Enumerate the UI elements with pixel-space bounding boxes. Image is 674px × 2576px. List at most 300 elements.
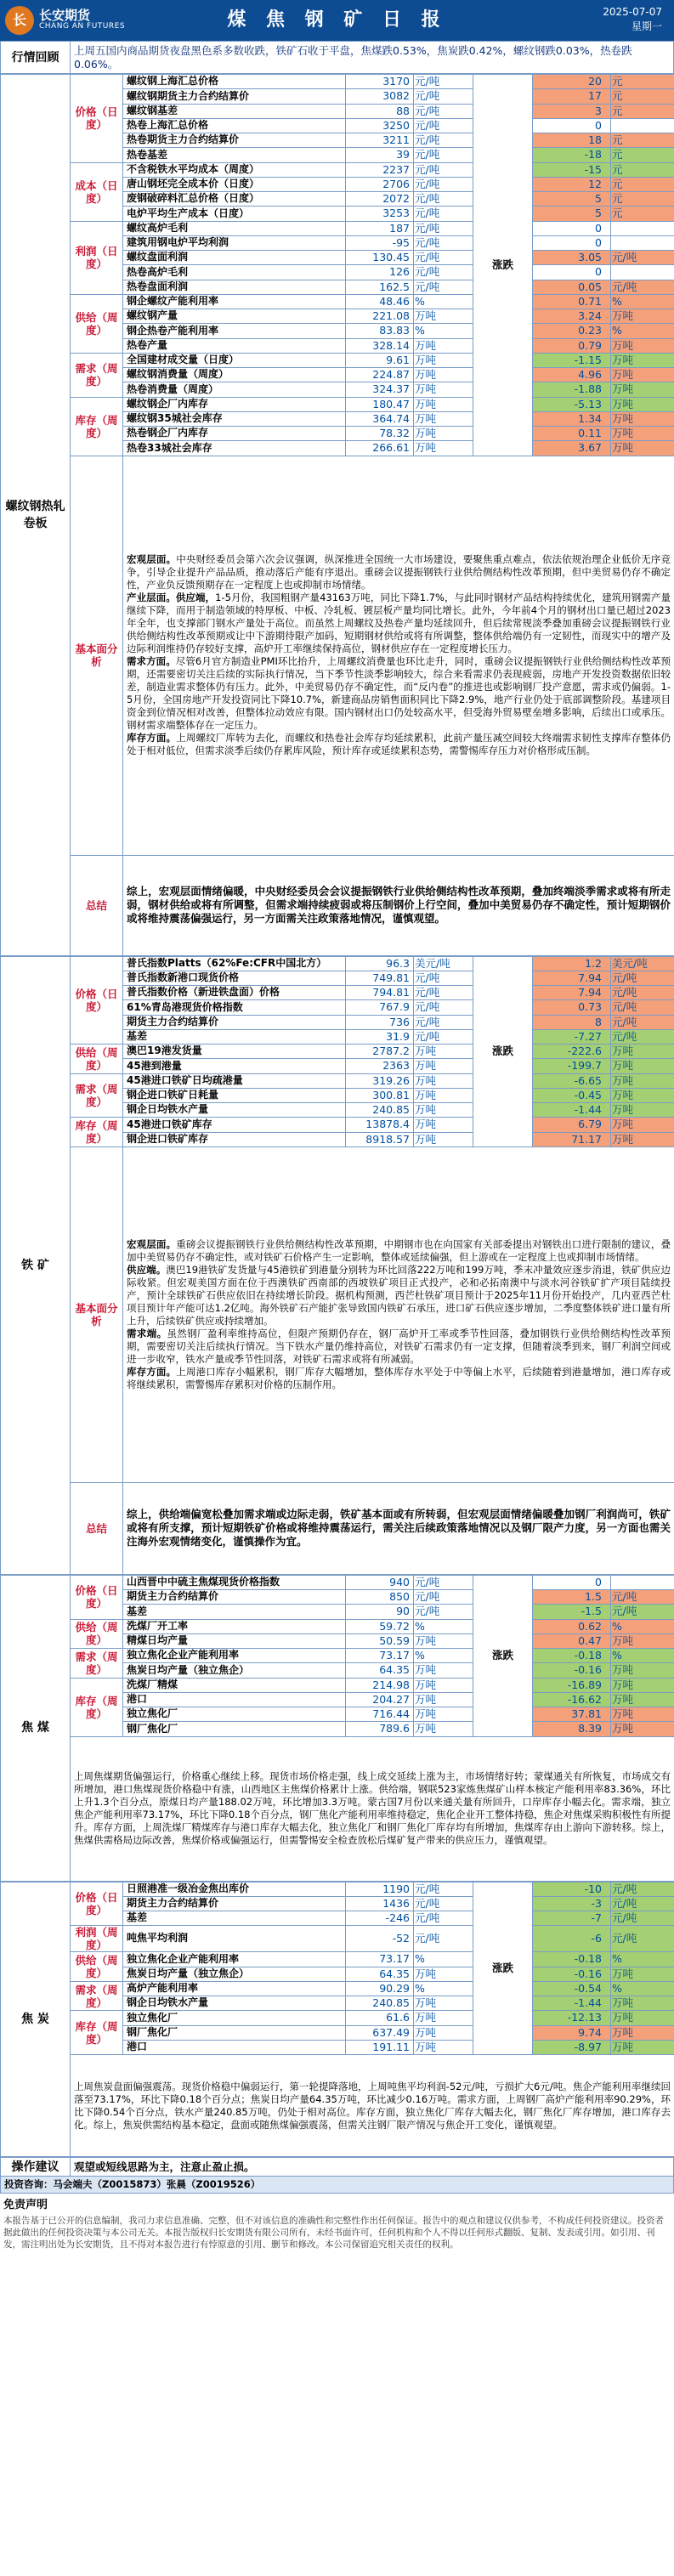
metric-unit: 万吨 (414, 2025, 473, 2040)
metric-value: 324.37 (346, 382, 414, 397)
metric-unit: 万吨 (414, 1722, 473, 1736)
metric-value: 90 (346, 1605, 414, 1619)
metric-change: -1.44 (533, 1996, 611, 2011)
metric-unit: 美元/吨 (414, 956, 473, 971)
table-row (1, 397, 674, 411)
metric-value: 204.27 (346, 1692, 414, 1707)
metric-change: -222.6 (533, 1045, 611, 1059)
rebar-section-label: 螺纹钢热轧卷板 (1, 75, 71, 956)
metric-value: 2237 (346, 162, 414, 177)
metric-value: 2072 (346, 192, 414, 207)
metric-name: 独立焦化厂 (123, 1707, 346, 1722)
metric-change: 0.23 (533, 324, 611, 338)
metric-unit: 元/吨 (414, 1575, 473, 1589)
analysis-paragraph (127, 1328, 671, 1366)
metric-change: -16.89 (533, 1678, 611, 1692)
metric-name: 螺纹钢企厂内库存 (123, 397, 346, 411)
metric-value: 3211 (346, 133, 414, 148)
metric-change: 5 (533, 192, 611, 207)
metric-name: 港口 (123, 1692, 346, 1707)
metric-value: 3082 (346, 89, 414, 104)
metric-change-unit: 元/吨 (611, 1911, 674, 1926)
metric-value: 1436 (346, 1896, 414, 1911)
metric-unit: 万吨 (414, 2040, 473, 2054)
metric-name: 热卷上海汇总价格 (123, 118, 346, 133)
group-label: 需求（周度） (71, 1649, 123, 1679)
group-label: 供给（周度） (71, 1952, 123, 1982)
metric-change: 0.71 (533, 294, 611, 309)
paragraph-heading: 需求方面。 (127, 655, 176, 667)
metric-change-unit: 美元/吨 (611, 956, 674, 971)
metric-name: 热卷盘面利润 (123, 280, 346, 294)
table-row (1, 162, 674, 177)
metric-name: 普氏指数价格（新进铁盘面）价格 (123, 986, 346, 1000)
metric-value: 162.5 (346, 280, 414, 294)
metric-name: 港口 (123, 2040, 346, 2054)
metric-change-unit: 万吨 (611, 1073, 674, 1088)
metric-change-unit: 万吨 (611, 1633, 674, 1648)
metric-name: 精煤日均产量 (123, 1633, 346, 1648)
analysis-text (123, 456, 674, 855)
metric-change-unit: % (611, 294, 674, 309)
metric-change: 0.05 (533, 280, 611, 294)
metric-value: 364.74 (346, 411, 414, 426)
review-table (0, 41, 674, 74)
metric-unit: 万吨 (414, 1059, 473, 1073)
metric-change-unit: 元 (611, 162, 674, 177)
metric-change-unit: 万吨 (611, 397, 674, 411)
metric-change: 1.5 (533, 1590, 611, 1605)
metric-change: 8.39 (533, 1722, 611, 1736)
metric-unit: 万吨 (414, 1103, 473, 1118)
change-header: 涨跌 (473, 1575, 533, 1736)
metric-unit: 元/吨 (414, 162, 473, 177)
metric-change: -0.18 (533, 1952, 611, 1967)
metric-change: 0 (533, 221, 611, 235)
change-header: 涨跌 (473, 75, 533, 456)
metric-value: 64.35 (346, 1663, 414, 1678)
table-row (1, 1678, 674, 1692)
metric-unit: 万吨 (414, 1118, 473, 1132)
paragraph-body: 重磅会议提振钢铁行业供给侧结构性改革预期，中期钢市也在向国家有关部委提出对钢铁出口进行限制的建议，叠加中美贸易仍存不确定性，或对铁矿石价格产生一定影响，整体或延续偏强，但上游或在一定程度上也或抑制市场情绪。 (127, 1237, 671, 1263)
metric-change-unit: 万吨 (611, 1132, 674, 1146)
metric-value: 850 (346, 1590, 414, 1605)
table-row (1, 353, 674, 367)
metric-change: -0.18 (533, 1649, 611, 1663)
logo-cn-text: 长安期货 (39, 8, 91, 24)
metric-value: 749.81 (346, 971, 414, 985)
group-label: 价格（日度） (71, 1882, 123, 1926)
analysis-row (1, 456, 674, 855)
metric-change: -3 (533, 1896, 611, 1911)
paragraph-heading: 库存方面。 (127, 732, 177, 744)
metric-value: 767.9 (346, 1000, 414, 1015)
metric-value: 3250 (346, 118, 414, 133)
metric-unit: 万吨 (414, 411, 473, 426)
metric-name: 螺纹钢基差 (123, 104, 346, 118)
metric-value: -246 (346, 1911, 414, 1926)
metric-change: -15 (533, 162, 611, 177)
report-header (0, 0, 674, 41)
metric-change: -16.62 (533, 1692, 611, 1707)
metric-unit: 元/吨 (414, 986, 473, 1000)
metric-value: 96.3 (346, 956, 414, 971)
analysis-paragraph (127, 592, 671, 655)
metric-name: 基差 (123, 1911, 346, 1926)
metric-change: 6.79 (533, 1118, 611, 1132)
metric-value: 300.81 (346, 1088, 414, 1102)
metric-value: 48.46 (346, 294, 414, 309)
metric-unit: 元/吨 (414, 75, 473, 89)
metric-unit: 万吨 (414, 427, 473, 441)
analysis-text (123, 1146, 674, 1482)
metric-value: 789.6 (346, 1722, 414, 1736)
metric-value: 3170 (346, 75, 414, 89)
metric-name: 热卷产量 (123, 338, 346, 353)
metric-name: 钢厂焦化厂 (123, 2025, 346, 2040)
metric-change: 1.34 (533, 411, 611, 426)
metric-name: 钢企日均铁水产量 (123, 1103, 346, 1118)
metric-value: 940 (346, 1575, 414, 1589)
metric-change-unit: 元/吨 (611, 1926, 674, 1952)
group-label: 利润（周度） (71, 1926, 123, 1952)
table-row (1, 1619, 674, 1633)
metric-change: 3.24 (533, 309, 611, 324)
metric-change-unit (611, 1575, 674, 1589)
advice-text: 观望或短线思路为主，注意止盈止损。 (71, 2158, 674, 2177)
coke-section-label: 焦 炭 (1, 1882, 71, 2157)
company-logo (0, 6, 170, 35)
metric-name: 螺纹钢产量 (123, 309, 346, 324)
paragraph-heading: 需求端。 (127, 1327, 167, 1339)
review-label: 行情回顾 (1, 42, 71, 74)
metric-value: 240.85 (346, 1103, 414, 1118)
summary-label: 总结 (71, 1482, 123, 1574)
disclaimer-text: 本报告基于已公开的信息编制，我司力求信息准确、完整，但不对该信息的准确性和完整性作出任何保证。报告中的观点和建议仅供参考，不构成任何投资建议。投资者据此做出的任何投资决策与本公司无关。本报告版权归长安期货有限公司所有，未经书面许可，任何机构和个人不得以任何形式翻版、复制、发表或引用。如引用、刊发，需注明出处为长安期货，且不得对本报告进行有悖原意的引用、删节和修改。本公司保留追究相关责任的权利。 (3, 2215, 664, 2250)
metric-name: 电炉平均生产成本（日度） (123, 207, 346, 221)
metric-name: 螺纹钢上海汇总价格 (123, 75, 346, 89)
metric-unit: 元/吨 (414, 1015, 473, 1029)
metric-unit: 元/吨 (414, 235, 473, 250)
metric-name: 螺纹盘面利润 (123, 251, 346, 265)
metric-change-unit: 元 (611, 177, 674, 191)
metric-name: 期货主力合约结算价 (123, 1590, 346, 1605)
paragraph-body: 虽然钢厂盈利率维持高位，但限产预期仍存在，钢厂高炉开工率或季节性回落，叠加钢铁行业供给侧结构性改革预期，需要密切关注后续执行情况。当下铁水产量仍维持高位，对铁矿石需求仍有一定支撑，但随着淡季到来，钢厂利润空间或进一步收窄，铁水产量或季节性回落，对铁矿石需求或将有所减弱。 (127, 1327, 671, 1365)
metric-name: 日照港准一级冶金焦出库价 (123, 1882, 346, 1896)
metric-change: 9.74 (533, 2025, 611, 2040)
iron-table (0, 956, 674, 1575)
metric-change-unit: 万吨 (611, 1707, 674, 1722)
metric-change-unit: 万吨 (611, 1103, 674, 1118)
metric-change: 0 (533, 265, 611, 280)
metric-value: 88 (346, 104, 414, 118)
metric-unit: % (414, 1619, 473, 1633)
metric-change: -0.45 (533, 1088, 611, 1102)
table-row (1, 75, 674, 89)
table-row (1, 956, 674, 971)
metric-change: 0.73 (533, 1000, 611, 1015)
metric-change-unit: 万吨 (611, 1663, 674, 1678)
logo-mark-icon: 长 (5, 6, 34, 35)
metric-name: 钢企进口铁矿库存 (123, 1132, 346, 1146)
metric-name: 热卷期货主力合约结算价 (123, 133, 346, 148)
metric-unit: 元/吨 (414, 1029, 473, 1044)
metric-name: 钢企螺纹产能利用率 (123, 294, 346, 309)
metric-unit: % (414, 1981, 473, 1996)
metric-value: 59.72 (346, 1619, 414, 1633)
metric-change-unit: 万吨 (611, 1967, 674, 1981)
metric-value: 716.44 (346, 1707, 414, 1722)
metric-change-unit: 元 (611, 75, 674, 89)
metric-change-unit: 元/吨 (611, 971, 674, 985)
summary-row (1, 1482, 674, 1574)
metric-value: 8918.57 (346, 1132, 414, 1146)
analysis-paragraph (127, 655, 671, 732)
metric-unit: 万吨 (414, 382, 473, 397)
metric-unit: 万吨 (414, 397, 473, 411)
metric-change-unit: 万吨 (611, 2025, 674, 2040)
metric-value: 61.6 (346, 2011, 414, 2025)
metric-name: 高炉产能利用率 (123, 1981, 346, 1996)
metric-change: -7 (533, 1911, 611, 1926)
metric-unit: 元/吨 (414, 1896, 473, 1911)
metric-name: 钢厂焦化厂 (123, 1722, 346, 1736)
metric-name: 钢企进口铁矿日耗量 (123, 1088, 346, 1102)
metric-unit: 万吨 (414, 1967, 473, 1981)
metric-unit: 万吨 (414, 1996, 473, 2011)
metric-change: 5 (533, 207, 611, 221)
metric-change-unit: 元 (611, 192, 674, 207)
metric-unit: 万吨 (414, 1045, 473, 1059)
analysis-paragraph (127, 1366, 671, 1391)
metric-change: -0.54 (533, 1981, 611, 1996)
group-label: 利润（日度） (71, 221, 123, 294)
paragraph-heading: 供应端。 (127, 1263, 167, 1276)
table-row (1, 1118, 674, 1132)
metric-change-unit (611, 221, 674, 235)
analysis-text: 上周焦煤期货偏强运行，价格重心继续上移。现货市场价格走强，线上成交延续上涨为主，市场情绪好转；蒙煤通关有所恢复，市场成交有所增加，港口焦煤现货价格稳中有涨，山西地区主焦煤价格累计上涨。供给端，钢联523家炼焦煤矿山样本核定产能利用率83.36%，环比上升1.3个百分点，原煤日均产量188.02万吨，环比增加3.3万吨。蒙古国7月份以来通关量有所回升，口岸库存小幅去化。需求端，独立焦企产能利用率73.17%，环比下降0.18个百分点，钢厂焦化产能利用率维持稳定，焦化企业开工整体持稳，焦企对焦煤采购积极性有所提升。库存方面，上周洗煤厂精煤库存与港口库存大幅去化，独立焦化厂和钢厂焦化厂库存均有所增加，焦煤库存由上游向下游转移。综上，焦煤供需格局边际改善，焦煤价格或偏强运行，但需警惕安全检查放松后煤矿复产带来的供应压力，谨慎观望。 (71, 1736, 674, 1881)
metric-change-unit: 万吨 (611, 411, 674, 426)
metric-value: 794.81 (346, 986, 414, 1000)
metric-change: 0.79 (533, 338, 611, 353)
metric-value: 31.9 (346, 1029, 414, 1044)
metric-change-unit: % (611, 1619, 674, 1633)
metric-name: 热卷33城社会库存 (123, 441, 346, 456)
metric-unit: 元/吨 (414, 1605, 473, 1619)
disclaimer-title: 免责声明 (3, 2199, 48, 2211)
metric-value: 126 (346, 265, 414, 280)
metric-change: 0.11 (533, 427, 611, 441)
disclaimer-block (0, 2194, 674, 2256)
metric-name: 螺纹钢35城社会库存 (123, 411, 346, 426)
table-row (1, 1952, 674, 1967)
metric-value: 2787.2 (346, 1045, 414, 1059)
metric-value: 83.83 (346, 324, 414, 338)
metric-name: 螺纹高炉毛利 (123, 221, 346, 235)
metric-name: 45港到港量 (123, 1059, 346, 1073)
metric-name: 45港进口铁矿日均疏港量 (123, 1073, 346, 1088)
metric-name: 45港进口铁矿库存 (123, 1118, 346, 1132)
metric-name: 独立焦化企业产能利用率 (123, 1649, 346, 1663)
rebar-table (0, 74, 674, 956)
metric-change: 7.94 (533, 971, 611, 985)
metric-unit: 元/吨 (414, 207, 473, 221)
table-row (1, 221, 674, 235)
metric-change: -1.44 (533, 1103, 611, 1118)
metric-change: 71.17 (533, 1132, 611, 1146)
metric-change: -12.13 (533, 2011, 611, 2025)
table-row (1, 1045, 674, 1059)
metric-change-unit: % (611, 324, 674, 338)
metric-unit: 万吨 (414, 1073, 473, 1088)
metric-name: 普氏指数Platts（62%Fe:CFR中国北方） (123, 956, 346, 971)
metric-change: 0.47 (533, 1633, 611, 1648)
metric-unit: 元/吨 (414, 265, 473, 280)
group-label: 库存（周度） (71, 397, 123, 456)
metric-change-unit: 万吨 (611, 1722, 674, 1736)
metric-unit: 元/吨 (414, 251, 473, 265)
analysis-row (1, 1146, 674, 1482)
metric-name: 热卷钢企厂内库存 (123, 427, 346, 441)
metric-change-unit: 元/吨 (611, 280, 674, 294)
metric-name: 热卷基差 (123, 148, 346, 162)
analysis-row (1, 2055, 674, 2157)
group-label: 需求（周度） (71, 1073, 123, 1118)
metric-name: 热卷高炉毛利 (123, 265, 346, 280)
metric-change: -18 (533, 148, 611, 162)
metric-change-unit: 元/吨 (611, 1590, 674, 1605)
metric-change: -199.7 (533, 1059, 611, 1073)
metric-change-unit (611, 235, 674, 250)
metric-change: 0 (533, 1575, 611, 1589)
metric-value: 187 (346, 221, 414, 235)
report-title: 煤 焦 钢 矿 日 报 (227, 8, 447, 31)
advice-label: 操作建议 (1, 2158, 71, 2177)
metric-name: 不含税铁水平均成本（周度） (123, 162, 346, 177)
metric-value: 78.32 (346, 427, 414, 441)
group-label: 价格（日度） (71, 75, 123, 163)
metric-change: 12 (533, 177, 611, 191)
summary-row (1, 855, 674, 955)
analysis-label: 基本面分析 (71, 1146, 123, 1482)
metric-name: 螺纹钢期货主力合约结算价 (123, 89, 346, 104)
metric-name: 焦炭日均产量（独立焦企） (123, 1663, 346, 1678)
metric-value: 319.26 (346, 1073, 414, 1088)
metric-change: 3.05 (533, 251, 611, 265)
metric-unit: 元/吨 (414, 89, 473, 104)
metric-value: -52 (346, 1926, 414, 1952)
summary-label: 总结 (71, 855, 123, 955)
analysis-text: 上周焦炭盘面偏强震荡。现货价格稳中偏弱运行，第一轮提降落地，上周吨焦平均利润-52元/吨，亏损扩大6元/吨。焦企产能利用率继续回落至73.17%，环比下降0.18个百分点；焦炭日均产量64.35万吨，环比减少0.16万吨。需求方面，上周钢厂高炉产能利用率90.29%，环比下降0.54个百分点，铁水产量240.85万吨，仍处于相对高位。库存方面，独立焦化厂库存大幅去化，钢厂焦化厂库存增加，港口库存去化。综上，焦炭供需结构基本稳定，盘面或随焦煤偏强震荡，但需关注钢厂限产情况与焦企开工变化，谨慎观望。 (71, 2055, 674, 2157)
review-text: 上周五国内商品期货夜盘黑色系多数收跌，铁矿石收于平盘，焦煤跌0.53%，焦炭跌0.42%，螺纹钢跌0.03%，热卷跌0.06%。 (71, 42, 674, 74)
metric-unit: % (414, 324, 473, 338)
metric-name: 全国建材成交量（日度） (123, 353, 346, 367)
metric-change: -10 (533, 1882, 611, 1896)
metric-value: 221.08 (346, 309, 414, 324)
group-label: 成本（日度） (71, 162, 123, 221)
group-label: 供给（周度） (71, 1619, 123, 1649)
analysis-paragraph (127, 553, 671, 592)
metric-change: -0.16 (533, 1967, 611, 1981)
paragraph-body: 1-5月份，我国粗钢产量43163万吨，同比下降1.7%，与此同时钢材产品结构持续优化，建筑用钢需产量继续下降，而用于制造领域的特厚板、中板、冷轧板、镀层板产量均同比增长。此外，今年前4个月的钢材出口量已超过2023年全年，也支撑部门钢水产量处于高位。而虽然上周螺纹及热卷产量均延续回升，但后续常规淡季叠加重磅会议提振钢铁行业供给侧结构性改革预期或让中下游期待限产加码，短期钢材供给或将有所调整，整体供给端仍有一定韧性，而现实中的增产及边际利润维持仍存较好支撑，高炉开工率继续保持高位，钢材供应存在一定程度增长压力。 (127, 592, 671, 654)
metric-change-unit: 万吨 (611, 368, 674, 382)
metric-name: 期货主力合约结算价 (123, 1896, 346, 1911)
metric-change-unit: 元/吨 (611, 1882, 674, 1896)
metric-change-unit: 元/吨 (611, 251, 674, 265)
metric-change: 4.96 (533, 368, 611, 382)
metric-unit: 万吨 (414, 1663, 473, 1678)
metric-change-unit: 元/吨 (611, 1029, 674, 1044)
metric-change-unit: 万吨 (611, 1088, 674, 1102)
group-label: 库存（周度） (71, 1118, 123, 1147)
metric-value: 180.47 (346, 397, 414, 411)
paragraph-body: 上周螺纹厂库转为去化，而螺纹和热卷社会库存均延续累积，此前产量压减空间较大终端需求韧性支撑库存整体仍处于相对低位，但需求淡季后续仍存累库风险，预计库存或延续累积态势，需警惕库存压力对价格形成压制。 (127, 732, 671, 756)
metric-value: -95 (346, 235, 414, 250)
metric-change-unit: 元/吨 (611, 986, 674, 1000)
metric-change: -8.97 (533, 2040, 611, 2054)
metric-value: 214.98 (346, 1678, 414, 1692)
metric-unit: 元/吨 (414, 148, 473, 162)
metric-value: 3253 (346, 207, 414, 221)
group-label: 供给（周度） (71, 294, 123, 353)
metric-change-unit: 万吨 (611, 309, 674, 324)
metric-value: 2706 (346, 177, 414, 191)
analysis-paragraph (127, 732, 671, 757)
metric-change-unit: 万吨 (611, 2040, 674, 2054)
metric-change: 8 (533, 1015, 611, 1029)
paragraph-body: 澳巴19港铁矿发货量与45港铁矿到港量分别转为环比回落222万吨和199万吨，季末冲量效应逐步消退，铁矿供应边际收紧。但宏观美国方面在位于西澳铁矿西南部的西坡铁矿项目正式投产，必和必拓南澳中与淡水河谷铁矿扩产项目陆续投产，预计全球铁矿石供应依旧在持续增长阶段。据机构预测，西芒杜铁矿项目预计于2025年11月份开始投产，几内亚西芒杜项目预计年产能可达1.2亿吨。海外铁矿石产能扩张导致国内铁矿石承压，进口矿石供应逐步增加，二季度整体铁矿进口量有所上升，后续铁矿供应或持续增加。 (127, 1263, 671, 1327)
metric-unit: 万吨 (414, 1678, 473, 1692)
metric-change: 3.67 (533, 441, 611, 456)
metric-unit: 元/吨 (414, 1911, 473, 1926)
metric-change: -1.5 (533, 1605, 611, 1619)
metric-value: 328.14 (346, 338, 414, 353)
metric-name: 独立焦化企业产能利用率 (123, 1952, 346, 1967)
table-row (1, 1575, 674, 1589)
metric-unit: 元/吨 (414, 192, 473, 207)
metric-change-unit: 万吨 (611, 1059, 674, 1073)
metric-unit: 万吨 (414, 309, 473, 324)
metric-unit: 万吨 (414, 338, 473, 353)
metric-unit: 元/吨 (414, 1000, 473, 1015)
metric-unit: 元/吨 (414, 133, 473, 148)
metric-change-unit: % (611, 1952, 674, 1967)
paragraph-heading: 产业层面。供应端， (127, 592, 216, 603)
metric-value: 39 (346, 148, 414, 162)
table-row (1, 1981, 674, 1996)
metric-name: 热卷消费量（周度） (123, 382, 346, 397)
paragraph-heading: 宏观层面。 (127, 553, 177, 565)
advice-table (0, 2157, 674, 2194)
metric-unit: % (414, 294, 473, 309)
commodity-sections (0, 74, 674, 2157)
metric-change-unit: 万吨 (611, 1678, 674, 1692)
metric-unit: % (414, 1649, 473, 1663)
metric-name: 独立焦化厂 (123, 2011, 346, 2025)
table-row (1, 1649, 674, 1663)
metric-unit: 元/吨 (414, 221, 473, 235)
metric-unit: 元/吨 (414, 971, 473, 985)
metric-name: 基差 (123, 1029, 346, 1044)
metric-unit: 元/吨 (414, 118, 473, 133)
metric-unit: 万吨 (414, 353, 473, 367)
metric-change: -6 (533, 1926, 611, 1952)
metric-name: 洗煤厂精煤 (123, 1678, 346, 1692)
metric-unit: 万吨 (414, 1692, 473, 1707)
metric-change-unit: 元 (611, 89, 674, 104)
metric-change-unit: 万吨 (611, 382, 674, 397)
table-row (1, 1073, 674, 1088)
